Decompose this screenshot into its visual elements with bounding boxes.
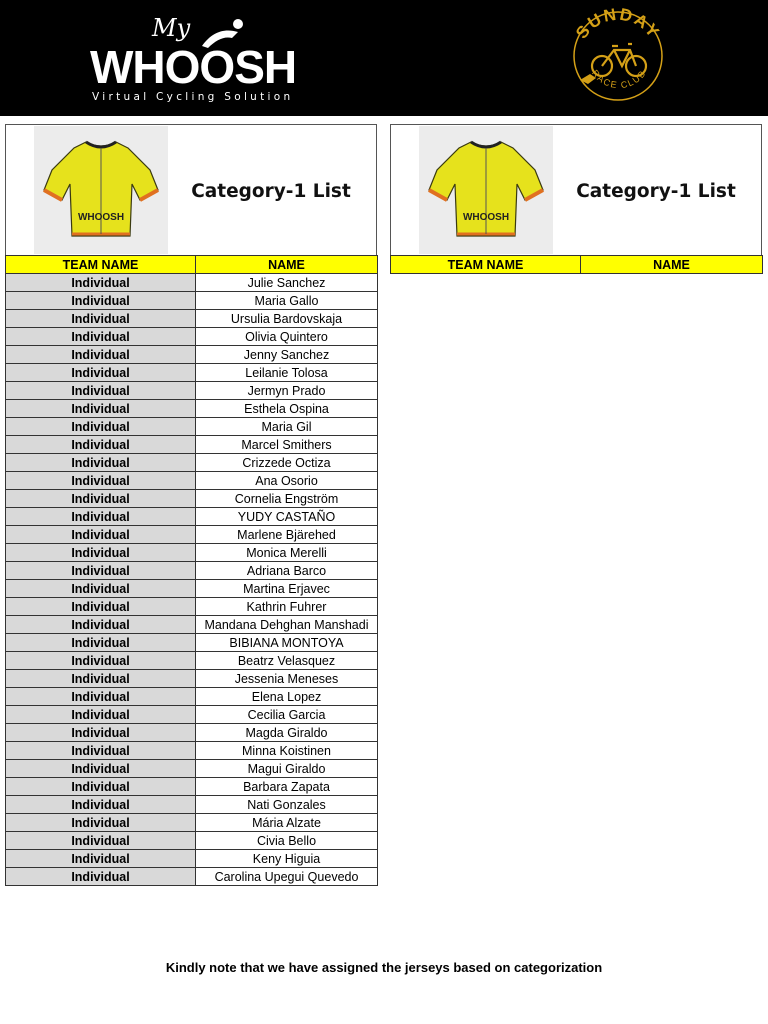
- rider-name-cell: Adriana Barco: [196, 562, 378, 580]
- rider-name-cell: Marlene Bjärehed: [196, 526, 378, 544]
- rider-name-cell: YUDY CASTAÑO: [196, 508, 378, 526]
- rider-name-cell: Beatrz Velasquez: [196, 652, 378, 670]
- team-name-cell: Individual: [6, 634, 196, 652]
- team-name-cell: Individual: [6, 490, 196, 508]
- team-name-cell: Individual: [6, 598, 196, 616]
- table-row: [6, 598, 378, 616]
- rider-name-cell: Jermyn Prado: [196, 382, 378, 400]
- team-name-cell: Individual: [6, 508, 196, 526]
- brand-tagline: Virtual Cycling Solution: [92, 91, 294, 103]
- footnote: Kindly note that we have assigned the jerseys based on categorization: [165, 960, 603, 975]
- table-row: [6, 274, 378, 292]
- team-name-cell: Individual: [6, 778, 196, 796]
- table-row: [6, 868, 378, 886]
- table-row: [6, 634, 378, 652]
- table-body: [6, 274, 378, 886]
- club-badge-icon: [566, 4, 670, 108]
- panel-header: [390, 124, 762, 255]
- table-row: [6, 400, 378, 418]
- rider-name-cell: Ana Osorio: [196, 472, 378, 490]
- team-name-cell: Individual: [6, 814, 196, 832]
- team-name-cell: Individual: [6, 850, 196, 868]
- table-row: [6, 778, 378, 796]
- team-name-cell: Individual: [6, 616, 196, 634]
- rider-name-cell: Maria Gallo: [196, 292, 378, 310]
- table-row: [6, 652, 378, 670]
- team-name-cell: Individual: [6, 328, 196, 346]
- header-banner: [0, 0, 768, 116]
- svg-text:WHOOSH: WHOOSH: [77, 212, 125, 223]
- club-name-top: SUNDAY: [572, 4, 664, 43]
- rider-name-cell: Monica Merelli: [196, 544, 378, 562]
- rider-name-cell: Minna Koistinen: [196, 742, 378, 760]
- column-header-team: TEAM NAME: [6, 256, 196, 274]
- team-name-cell: Individual: [6, 688, 196, 706]
- team-name-cell: Individual: [6, 868, 196, 886]
- rider-name-cell: Cornelia Engström: [196, 490, 378, 508]
- team-name-cell: Individual: [6, 346, 196, 364]
- team-name-cell: Individual: [6, 526, 196, 544]
- table-row: [6, 346, 378, 364]
- team-name-cell: Individual: [6, 454, 196, 472]
- svg-text:SUNDAY: [572, 5, 664, 43]
- svg-text:RACE CLUB: [590, 68, 648, 90]
- table-row: [6, 544, 378, 562]
- mywhoosh-logo: [90, 14, 300, 110]
- rider-name-cell: Magui Giraldo: [196, 760, 378, 778]
- table-row: [6, 688, 378, 706]
- rider-name-cell: Mária Alzate: [196, 814, 378, 832]
- table-row: [6, 832, 378, 850]
- table-row: [6, 310, 378, 328]
- panel-title: Category-1 List: [191, 181, 351, 202]
- team-name-cell: Individual: [6, 832, 196, 850]
- rider-name-cell: Leilanie Tolosa: [196, 364, 378, 382]
- team-name-cell: Individual: [6, 670, 196, 688]
- table-row: [6, 850, 378, 868]
- table-row: [6, 814, 378, 832]
- team-name-cell: Individual: [6, 274, 196, 292]
- rider-name-cell: Ursulia Bardovskaja: [196, 310, 378, 328]
- rider-name-cell: Jessenia Meneses: [196, 670, 378, 688]
- table-row: [6, 364, 378, 382]
- jersey-icon: [419, 126, 553, 254]
- club-name-bottom: RACE CLUB: [589, 67, 649, 91]
- table-row: [6, 526, 378, 544]
- table-row: [6, 328, 378, 346]
- table-row: [6, 580, 378, 598]
- team-name-cell: Individual: [6, 292, 196, 310]
- team-name-cell: Individual: [6, 562, 196, 580]
- participants-table: [390, 255, 763, 274]
- team-name-cell: Individual: [6, 382, 196, 400]
- table-row: [6, 616, 378, 634]
- jersey-image: [34, 126, 168, 254]
- table-row: [6, 508, 378, 526]
- rider-name-cell: Nati Gonzales: [196, 796, 378, 814]
- brand-prefix: My: [152, 14, 191, 42]
- team-name-cell: Individual: [6, 310, 196, 328]
- category-panel-right: [390, 124, 762, 274]
- team-name-cell: Individual: [6, 652, 196, 670]
- table-row: [6, 562, 378, 580]
- team-name-cell: Individual: [6, 760, 196, 778]
- participants-table: [5, 255, 378, 886]
- rider-name-cell: Barbara Zapata: [196, 778, 378, 796]
- rider-name-cell: Magda Giraldo: [196, 724, 378, 742]
- rider-name-cell: Julie Sanchez: [196, 274, 378, 292]
- rider-name-cell: Carolina Upegui Quevedo: [196, 868, 378, 886]
- panel-header: [5, 124, 377, 255]
- rider-name-cell: Elena Lopez: [196, 688, 378, 706]
- column-header-name: NAME: [581, 256, 763, 274]
- rider-name-cell: Civia Bello: [196, 832, 378, 850]
- column-header-team: TEAM NAME: [391, 256, 581, 274]
- table-row: [6, 454, 378, 472]
- table-row: [6, 796, 378, 814]
- column-header-name: NAME: [196, 256, 378, 274]
- team-name-cell: Individual: [6, 580, 196, 598]
- table-row: [6, 742, 378, 760]
- table-row: [6, 490, 378, 508]
- table-row: [6, 760, 378, 778]
- rider-name-cell: Esthela Ospina: [196, 400, 378, 418]
- team-name-cell: Individual: [6, 544, 196, 562]
- sunday-race-club-logo: [566, 4, 670, 108]
- rider-name-cell: Keny Higuia: [196, 850, 378, 868]
- team-name-cell: Individual: [6, 472, 196, 490]
- rider-name-cell: BIBIANA MONTOYA: [196, 634, 378, 652]
- brand-wordmark: WHOOSH: [90, 41, 297, 93]
- rider-name-cell: Maria Gil: [196, 418, 378, 436]
- table-row: [6, 706, 378, 724]
- table-row: [6, 292, 378, 310]
- panel-title: Category-1 List: [576, 181, 736, 202]
- table-row: [6, 724, 378, 742]
- rider-name-cell: Jenny Sanchez: [196, 346, 378, 364]
- table-header-row: [6, 256, 378, 274]
- team-name-cell: Individual: [6, 796, 196, 814]
- rider-name-cell: Mandana Dehghan Manshadi: [196, 616, 378, 634]
- table-header-row: [391, 256, 763, 274]
- rider-name-cell: Marcel Smithers: [196, 436, 378, 454]
- team-name-cell: Individual: [6, 400, 196, 418]
- rider-name-cell: Martina Erjavec: [196, 580, 378, 598]
- team-name-cell: Individual: [6, 706, 196, 724]
- table-row: [6, 670, 378, 688]
- table-row: [6, 382, 378, 400]
- rider-name-cell: Cecilia Garcia: [196, 706, 378, 724]
- rider-name-cell: Crizzede Octiza: [196, 454, 378, 472]
- team-name-cell: Individual: [6, 418, 196, 436]
- svg-text:WHOOSH: WHOOSH: [462, 212, 510, 223]
- rider-name-cell: Kathrin Fuhrer: [196, 598, 378, 616]
- team-name-cell: Individual: [6, 436, 196, 454]
- category-panel-left: [5, 124, 377, 886]
- team-name-cell: Individual: [6, 364, 196, 382]
- table-row: [6, 436, 378, 454]
- jersey-image: [419, 126, 553, 254]
- table-row: [6, 418, 378, 436]
- jersey-icon: [34, 126, 168, 254]
- rider-name-cell: Olivia Quintero: [196, 328, 378, 346]
- table-row: [6, 472, 378, 490]
- team-name-cell: Individual: [6, 742, 196, 760]
- team-name-cell: Individual: [6, 724, 196, 742]
